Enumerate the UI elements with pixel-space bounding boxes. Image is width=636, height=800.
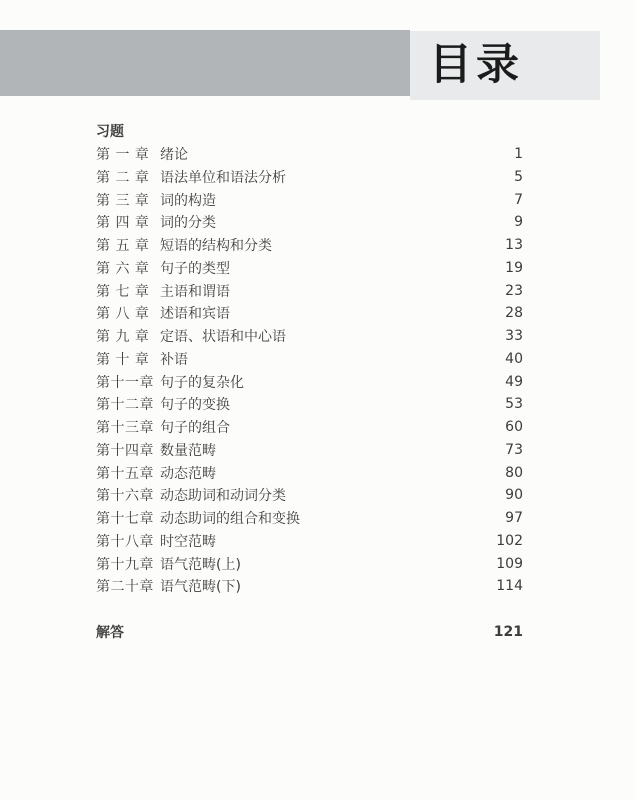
chapter-title: 述语和宾语 [160,306,230,323]
chapter-title: 语气范畴(上) [160,556,241,573]
toc-entry [96,530,523,553]
page-number: 23 [505,282,523,299]
toc-entry [96,439,523,462]
toc-list [96,120,523,644]
page-number: 73 [505,441,523,458]
chapter-number: 第 四 章 [96,215,150,232]
page-number: 1 [514,146,523,163]
chapter-number: 第 三 章 [96,192,150,209]
toc-entry [96,143,523,166]
toc-section-answers [96,621,523,644]
chapter-title: 句子的变换 [160,397,230,414]
page-number: 7 [514,191,523,208]
chapter-number: 第十三章 [96,420,154,437]
chapter-number: 第 六 章 [96,260,150,277]
page-number: 121 [493,624,523,641]
toc-entry [96,507,523,530]
chapter-title: 句子的组合 [160,420,230,437]
toc-entry [96,393,523,416]
chapter-title: 数量范畴 [160,442,216,459]
toc-entry [96,370,523,393]
toc-entry [96,188,523,211]
chapter-number: 第 十 章 [96,351,150,368]
chapter-title: 动态范畴 [160,465,216,482]
chapter-title: 句子的类型 [160,260,230,277]
toc-entry [96,234,523,257]
toc-entry [96,325,523,348]
page-number: 9 [514,214,523,231]
page-number: 49 [505,373,523,390]
chapter-number: 第 五 章 [96,238,150,255]
toc-entry [96,348,523,371]
chapter-title: 时空范畴 [160,533,216,550]
toc-entry [96,484,523,507]
chapter-title: 短语的结构和分类 [160,238,272,255]
toc-entries [96,143,523,598]
page-number: 109 [496,555,523,572]
page-number: 33 [505,328,523,345]
section-label: 解答 [96,625,124,642]
chapter-number: 第 二 章 [96,169,150,186]
chapter-title: 绪论 [160,147,188,164]
toc-entry [96,166,523,189]
chapter-number: 第十二章 [96,397,154,414]
page-title: 目录 [429,40,523,90]
chapter-number: 第十六章 [96,488,154,505]
page-number: 97 [505,510,523,527]
toc-entry [96,211,523,234]
page-number: 19 [505,259,523,276]
chapter-title: 语法单位和语法分析 [160,169,286,186]
chapter-number: 第十一章 [96,374,154,391]
page-number: 13 [505,237,523,254]
chapter-number: 第十四章 [96,442,154,459]
chapter-title: 语气范畴(下) [160,579,241,596]
toc-entry [96,302,523,325]
page-number: 90 [505,487,523,504]
page-number: 53 [505,396,523,413]
header-band [0,30,410,96]
chapter-title: 句子的复杂化 [160,374,244,391]
page-number: 80 [505,464,523,481]
chapter-title: 动态助词和动词分类 [160,488,286,505]
chapter-number: 第十五章 [96,465,154,482]
toc-entry [96,461,523,484]
toc-section-exercises [96,120,523,143]
toc-entry [96,416,523,439]
page-number: 60 [505,419,523,436]
chapter-number: 第 九 章 [96,329,150,346]
page-number: 5 [514,168,523,185]
page-number: 40 [505,350,523,367]
chapter-number: 第十七章 [96,511,154,528]
chapter-title: 词的构造 [160,192,216,209]
toc-entry [96,552,523,575]
page-number: 28 [505,305,523,322]
chapter-number: 第 七 章 [96,283,150,300]
page-number: 102 [496,532,523,549]
chapter-number: 第 一 章 [96,147,150,164]
chapter-number: 第十九章 [96,556,154,573]
chapter-number: 第 八 章 [96,306,150,323]
chapter-number: 第二十章 [96,579,154,596]
chapter-title: 补语 [160,351,188,368]
toc-entry [96,257,523,280]
chapter-title: 定语、状语和中心语 [160,329,286,346]
toc-entry [96,279,523,302]
section-label: 习题 [96,124,124,141]
toc-entry [96,575,523,598]
chapter-title: 主语和谓语 [160,283,230,300]
chapter-title: 动态助词的组合和变换 [160,511,300,528]
chapter-number: 第十八章 [96,533,154,550]
header-title-box [410,31,600,100]
page-number: 114 [496,578,523,595]
chapter-title: 词的分类 [160,215,216,232]
